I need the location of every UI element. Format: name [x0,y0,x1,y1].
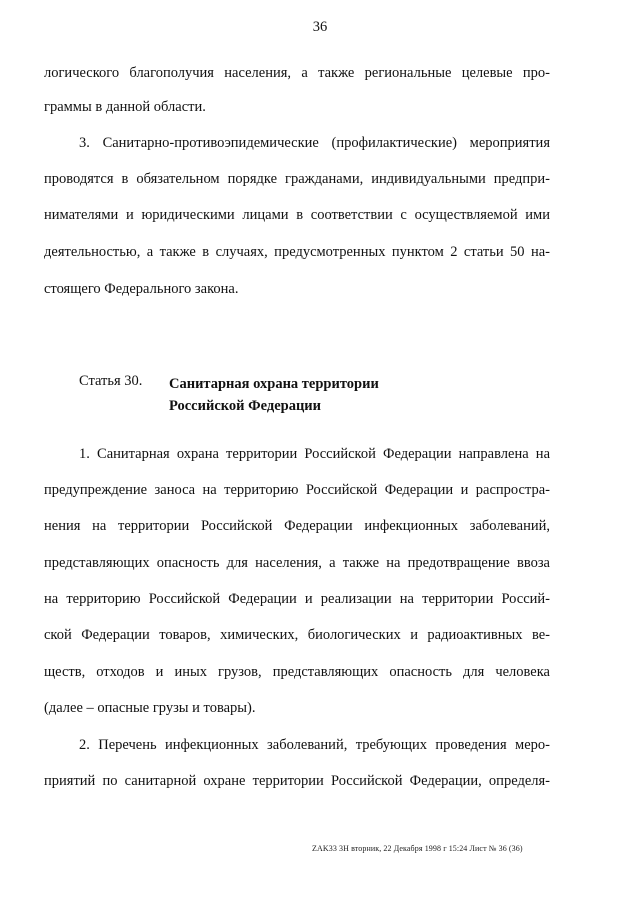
article-title-line: Санитарная охрана территории [169,376,379,392]
paragraph-line: проводятся в обязательном порядке гражданами, индивидуальными предпри- [44,171,550,187]
paragraph-line: нимателями и юридическими лицами в соответствии с осуществляемой ими [44,207,550,223]
paragraph-line: логического благополучия населения, а также региональные целевые про- [44,65,550,81]
page-number: 36 [312,19,328,35]
paragraph-line: приятий по санитарной охране территории Российской Федерации, определя- [44,773,550,789]
paragraph-line: 1. Санитарная охрана территории Российской Федерации направлена на [79,446,550,462]
article-number: Статья 30. [79,373,143,389]
paragraph-line: (далее – опасные грузы и товары). [44,700,256,716]
paragraph-line: на территорию Российской Федерации и реализации на территории Россий- [44,591,550,607]
fax-footer: ZAK33 3H вторник, 22 Декабря 1998 г 15:24 Лист № 36 (36) [312,844,523,853]
paragraph-line: ществ, отходов и иных грузов, представляющих опасность для человека [44,664,550,680]
paragraph-line: граммы в данной области. [44,99,206,115]
paragraph-line: 2. Перечень инфекционных заболеваний, требующих проведения меро- [79,737,550,753]
paragraph-line: стоящего Федерального закона. [44,281,239,297]
paragraph-line: представляющих опасность для населения, а также на предотвращение ввоза [44,555,550,571]
paragraph-line: предупреждение заноса на территорию Российской Федерации и распростра- [44,482,550,498]
paragraph-line: нения на территории Российской Федерации инфекционных заболеваний, [44,518,550,534]
paragraph-line: 3. Санитарно-противоэпидемические (профилактические) мероприятия [79,135,550,151]
article-title [169,373,379,417]
paragraph-line: деятельностью, а также в случаях, предусмотренных пунктом 2 статьи 50 на- [44,244,550,260]
paragraph-line: ской Федерации товаров, химических, биологических и радиоактивных ве- [44,627,550,643]
article-title-line: Российской Федерации [169,398,322,414]
